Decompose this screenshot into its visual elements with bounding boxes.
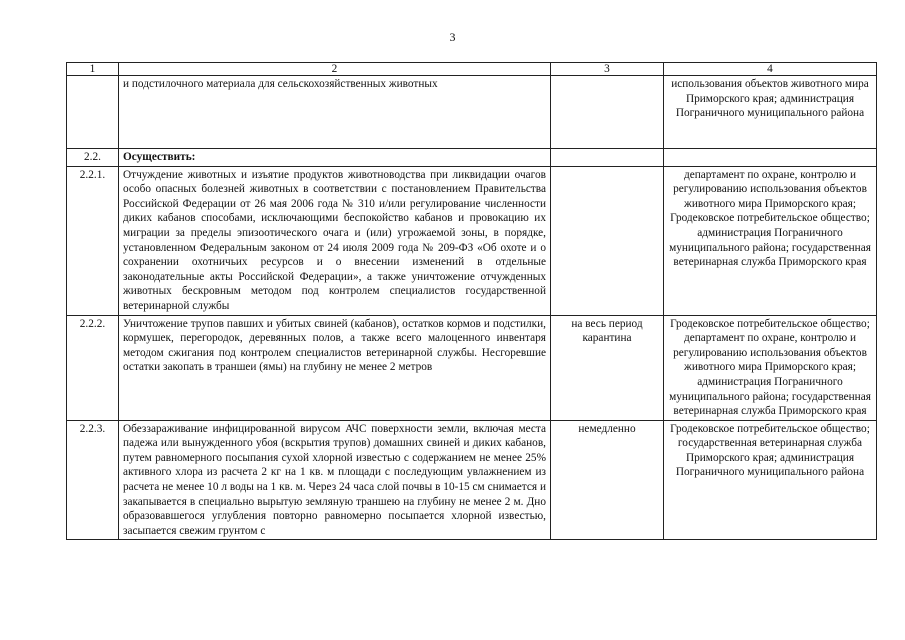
measure-text: и подстилочного материала для сельскохозяйственных животных (119, 76, 551, 149)
responsible-text: департамент по охране, контролю и регулированию использования объектов животного мира Приморского края; Гродековское потребительское общество; администрация Пограничного муниципального района; государственная ветеринарная служба Приморского края (664, 166, 877, 315)
table-row (67, 420, 877, 540)
table-row (67, 315, 877, 420)
column-header: 1 (67, 63, 119, 76)
page-number: 3 (449, 30, 456, 44)
row-number (67, 76, 119, 149)
period-text: немедленно (551, 420, 664, 540)
period-text: на весь период карантина (551, 315, 664, 420)
column-header: 2 (119, 63, 551, 76)
column-header: 4 (664, 63, 877, 76)
row-number: 2.2.1. (67, 166, 119, 315)
period-text (551, 76, 664, 149)
period-text (551, 149, 664, 167)
table-header-row (67, 63, 877, 76)
responsible-text (664, 149, 877, 167)
table-row (67, 76, 877, 149)
responsible-text: использования объектов животного мира Приморского края; администрация Пограничного муниципального района (664, 76, 877, 149)
period-text (551, 166, 664, 315)
measure-text: Уничтожение трупов павших и убитых свиней (кабанов), остатков кормов и подстилки, кормушек, перегородок, деревянных полов, а также всего малоценного инвентаря методом сжигания под контролем специалистов ветеринарной службы. Несгоревшие остатки закопать в траншеи (ямы) на глубину не менее 2 метров (119, 315, 551, 420)
measure-text: Отчуждение животных и изъятие продуктов животноводства при ликвидации очагов особо опасных болезней животных в соответствии с постановлением Правительства Российской Федерации от 26 мая 2006 года № 310 и/или регулирование численности диких кабанов способами, исключающими беспокойство кабанов и провокацию их миграции за пределы эпизоотического очага и (или) угрожаемой зоны, в порядке, установленном Федеральным законом от 24 июля 2009 года № 209-ФЗ «Об охоте и о сохранении охотничьих ресурсов и о внесении изменений в отдельные законодательные акты Российской Федерации», а также уничтожение отчужденных животных бескровным методом под контролем специалистов государственной ветеринарной службы (119, 166, 551, 315)
row-number: 2.2.2. (67, 315, 119, 420)
section-heading: Осуществить: (119, 149, 551, 167)
responsible-text: Гродековское потребительское общество; государственная ветеринарная служба Приморского края; администрация Пограничного муниципального района (664, 420, 877, 540)
row-number: 2.2.3. (67, 420, 119, 540)
measures-table (66, 62, 877, 540)
measure-text: Обеззараживание инфицированной вирусом АЧС поверхности земли, включая места падежа или вынужденного убоя (вскрытия трупов) домашних свиней и диких кабанов, путем равномерного посыпания сухой хлорной известью с содержанием не менее 25% активного хлора из расчета 2 кг на 1 кв. м площади с последующим увлажнением из расчета не менее 10 л воды на 1 кв. м. Через 24 часа слой почвы в 10-15 см снимается и закапывается в специально вырытую земляную траншею на глубину не менее 2 м. Дно образовавшегося углубления повторно равномерно посыпается хлорной известью, засыпается свежим грунтом с (119, 420, 551, 540)
table-row (67, 166, 877, 315)
responsible-text: Гродековское потребительское общество; департамент по охране, контролю и регулированию использования объектов животного мира Приморского края; администрация Пограничного муниципального района; государственная ветеринарная служба Приморского края (664, 315, 877, 420)
column-header: 3 (551, 63, 664, 76)
table-row (67, 149, 877, 167)
row-number: 2.2. (67, 149, 119, 167)
